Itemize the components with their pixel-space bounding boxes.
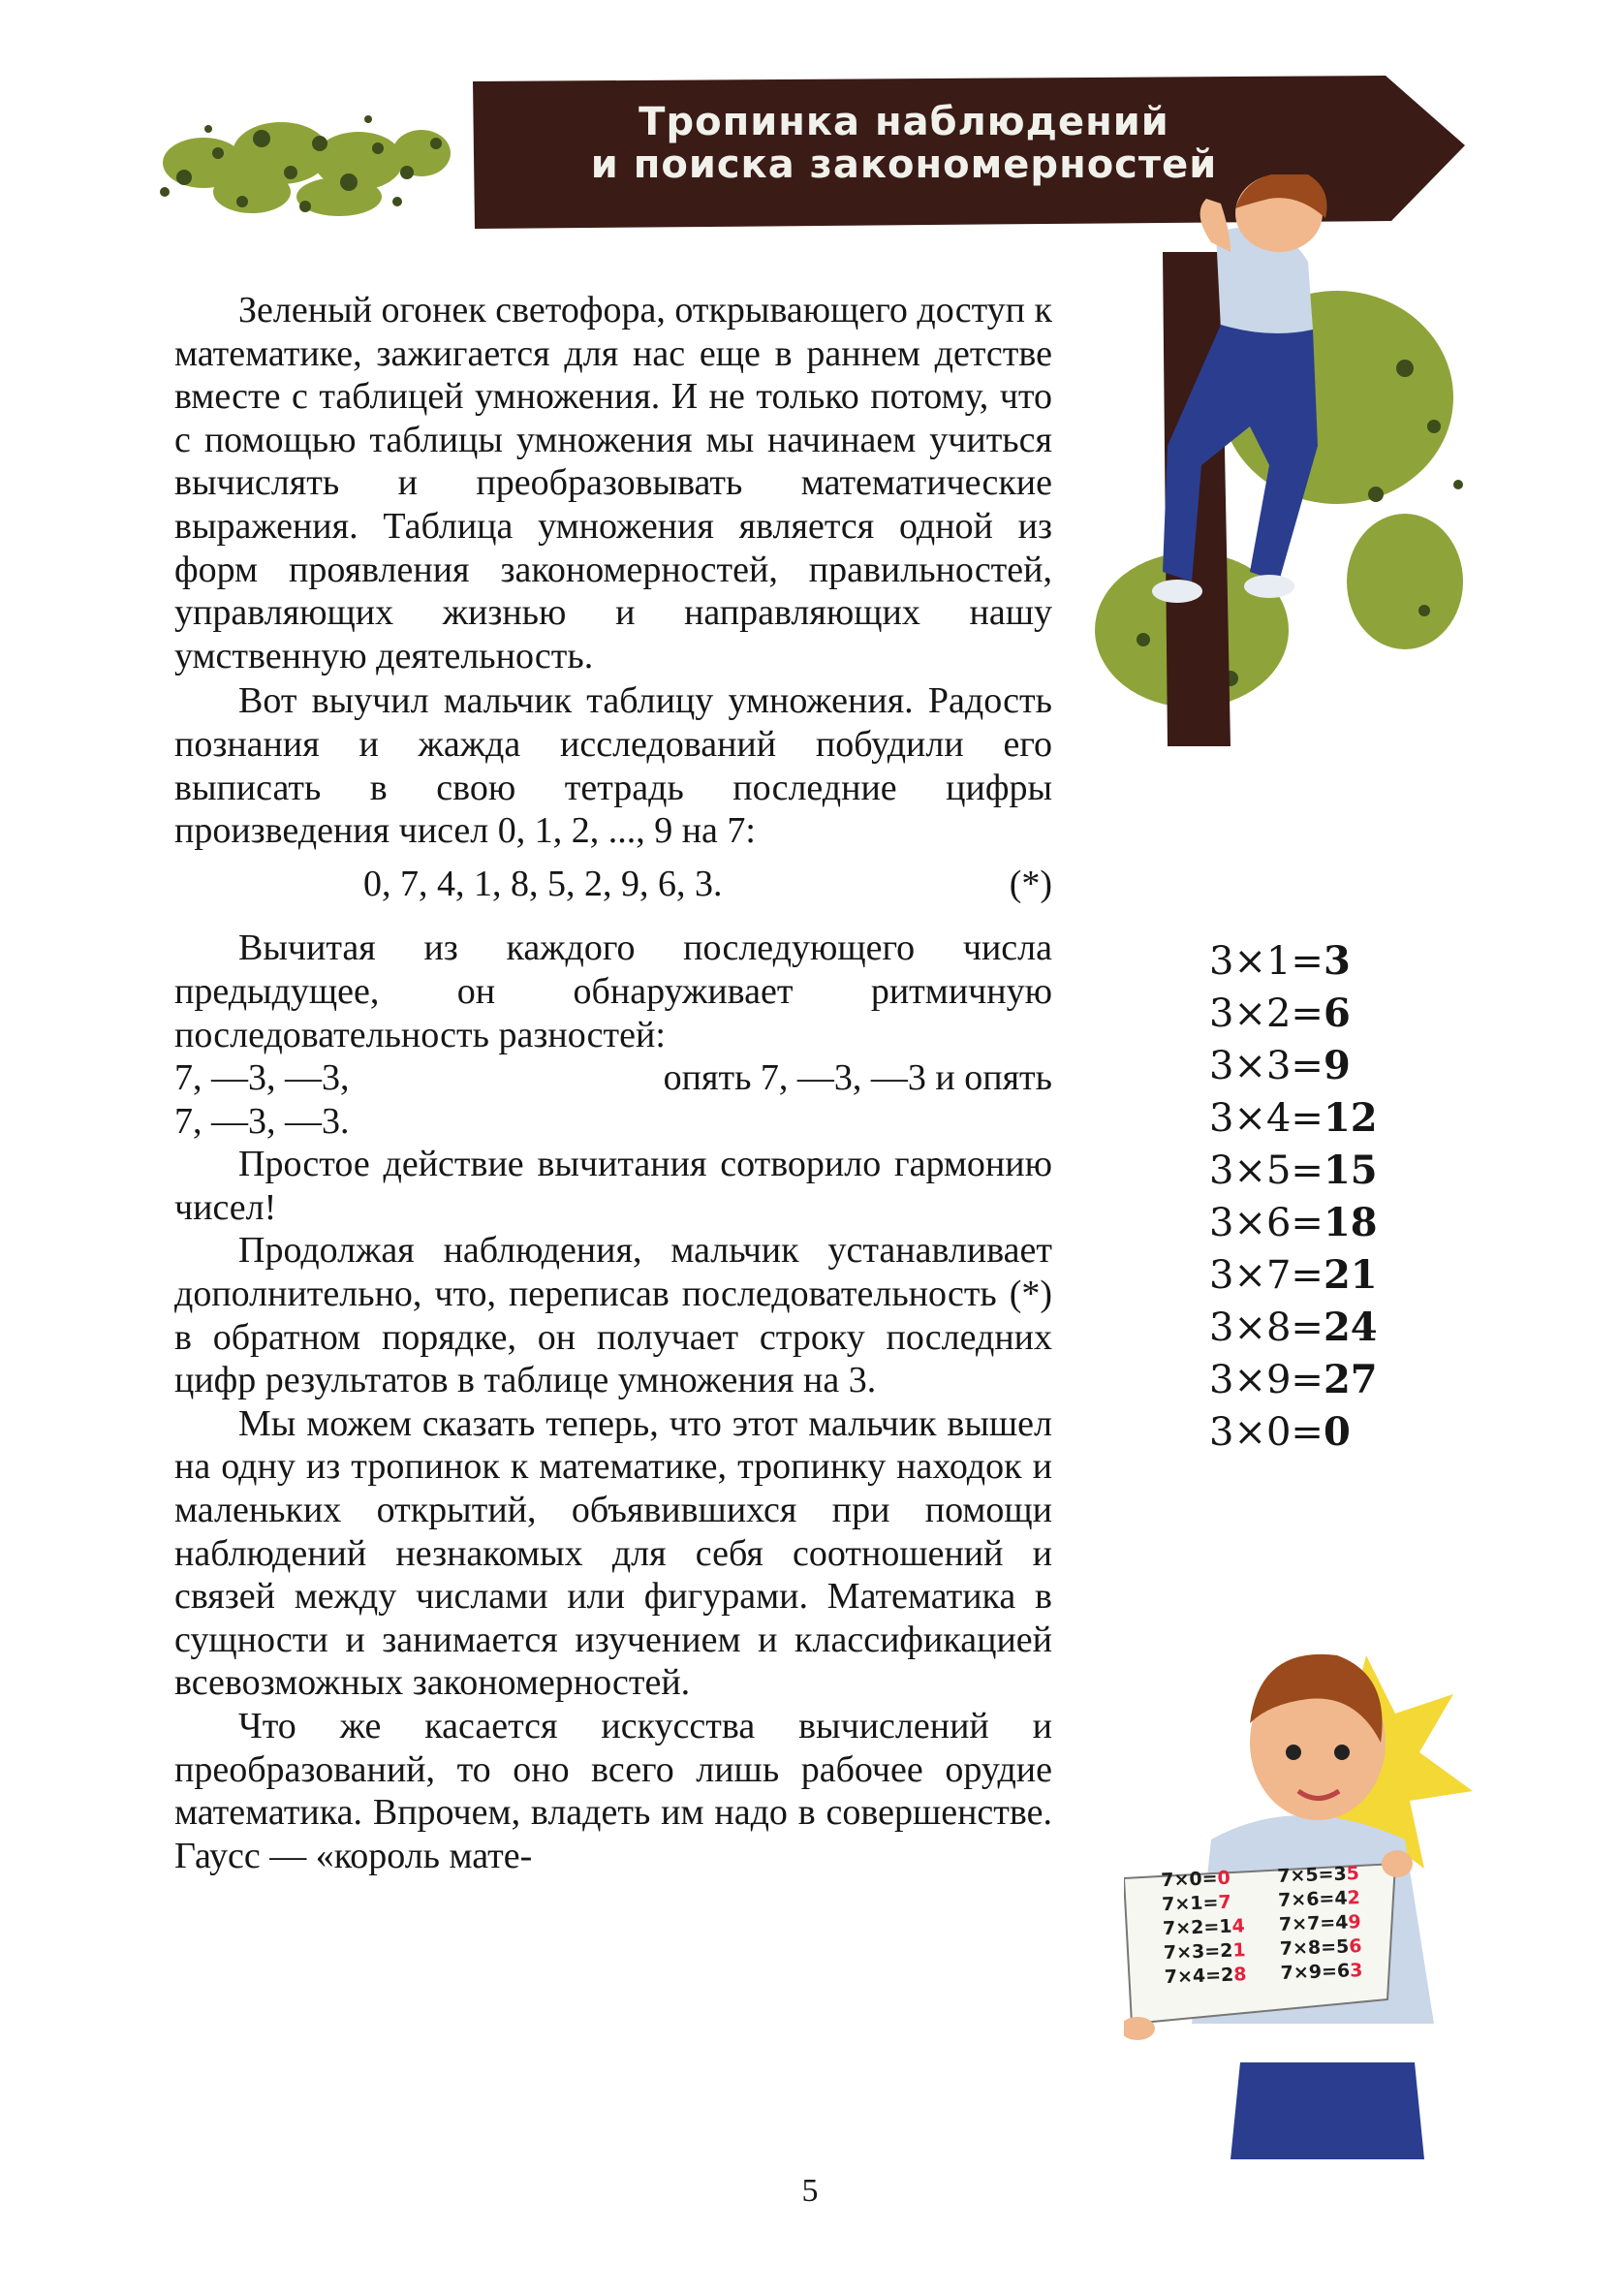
sheet-entry bbox=[1161, 1866, 1278, 1892]
table-expression: 3×4= bbox=[1209, 1096, 1324, 1141]
sheet-entry-expression: 7×9=6 bbox=[1280, 1960, 1351, 1984]
table-expression: 3×7= bbox=[1209, 1253, 1324, 1298]
sheet-entry-expression: 7×1= bbox=[1161, 1892, 1219, 1916]
table-row bbox=[1209, 1302, 1451, 1354]
table-expression: 3×9= bbox=[1209, 1358, 1324, 1402]
paragraph-4: Простое действие вычитания сотворило гармонию чисел! bbox=[174, 1144, 1052, 1228]
table-row bbox=[1209, 1354, 1451, 1406]
sheet-entry bbox=[1164, 1963, 1281, 1989]
sheet-entry-expression: 7×3=2 bbox=[1163, 1939, 1233, 1965]
sheet-entry-expression: 7×0= bbox=[1160, 1868, 1218, 1892]
sequence-line bbox=[174, 863, 1052, 906]
table-row bbox=[1209, 1249, 1451, 1302]
multiplication-table-3 bbox=[1209, 935, 1451, 1459]
table-row bbox=[1209, 1040, 1451, 1092]
table-expression: 3×0= bbox=[1209, 1410, 1324, 1455]
sheet-entry bbox=[1279, 1910, 1396, 1936]
sheet-entry-expression: 7×7=4 bbox=[1278, 1911, 1349, 1935]
bushes-illustration bbox=[145, 85, 455, 231]
sheet-entry bbox=[1164, 1938, 1281, 1965]
paragraph-3: Вычитая из каждого последующего числа предыдущее, он обнаруживает ритмичную последовательность разностей: bbox=[174, 928, 1052, 1055]
sheet-entry-result: 0 bbox=[1217, 1867, 1231, 1890]
digit-sequence: 0, 7, 4, 1, 8, 5, 2, 9, 6, 3. bbox=[363, 863, 723, 904]
table-result: 24 bbox=[1323, 1305, 1378, 1350]
sheet-entry bbox=[1280, 1959, 1397, 1985]
main-text bbox=[174, 289, 1052, 1877]
table-result: 12 bbox=[1323, 1095, 1378, 1141]
sheet-entry-result: 1 bbox=[1232, 1939, 1247, 1962]
sheet-entry-expression: 7×5=3 bbox=[1276, 1863, 1348, 1888]
table-expression: 3×2= bbox=[1209, 991, 1324, 1036]
sheet-entry bbox=[1277, 1862, 1394, 1888]
chapter-title-line2: и поиска закономерностей bbox=[590, 142, 1218, 187]
sheet-entry bbox=[1278, 1886, 1395, 1912]
sheet-entry-result: 3 bbox=[1349, 1960, 1363, 1982]
table-row bbox=[1209, 988, 1451, 1040]
paragraph-2: Вот выучил мальчик таблицу умножения. Радость познания и жажда исследований побудили его выписать в свою тетрадь последние цифры произведения чисел 0, 1, 2, ..., 9 на 7: bbox=[174, 680, 1052, 852]
sheet-entry-expression: 7×2=1 bbox=[1162, 1915, 1232, 1940]
paragraph-1: Зеленый огонек светофора, открывающего доступ к математике, зажигается для нас еще в раннем детстве вместе с таблицей умножения. И не только потому, что с помощью таблицы умножения мы начинаем учиться вычислять и преобразовывать математические выражения. Таблица умножения является одной из форм проявления закономерностей, правильностей, управляющих жизнью и направляющих нашу умственную деятельность. bbox=[174, 290, 1052, 676]
table-result: 27 bbox=[1323, 1357, 1378, 1402]
table-result: 18 bbox=[1323, 1200, 1378, 1245]
paragraph-6: Мы можем сказать теперь, что этот мальчик вышел на одну из тропинок к математике, тропинку находок и маленьких открытий, объявившихся при помощи наблюдений незнакомых для себя соотношений и связей между числами или фигурами. Математика в сущности и занимается изучением и классификацией всевозможных закономерностей. bbox=[174, 1402, 1052, 1704]
table-row bbox=[1209, 1092, 1451, 1145]
table-result: 0 bbox=[1323, 1409, 1351, 1455]
table-expression: 3×8= bbox=[1209, 1305, 1324, 1350]
sheet-entry-result: 2 bbox=[1347, 1887, 1361, 1909]
sheet-multiplication-by-7 bbox=[1161, 1862, 1397, 1989]
table-expression: 3×1= bbox=[1209, 939, 1324, 984]
sheet-entry-result: 7 bbox=[1218, 1891, 1232, 1914]
differences-part-b: опять 7, —3, —3 и опять bbox=[663, 1057, 1052, 1099]
chapter-title bbox=[492, 101, 1316, 186]
sheet-entry-result: 9 bbox=[1348, 1911, 1362, 1934]
table-expression: 3×3= bbox=[1209, 1044, 1324, 1088]
paragraph-5: Продолжая наблюдения, мальчик устанавливает дополнительно, что, переписав последовательность (*) в обратном порядке, он получает строку последних цифр результатов в таблице умножения на 3. bbox=[174, 1230, 1052, 1401]
sheet-entry-expression: 7×8=5 bbox=[1279, 1935, 1350, 1960]
sheet-entry-result: 6 bbox=[1348, 1935, 1362, 1958]
table-row bbox=[1209, 1406, 1451, 1459]
table-result: 6 bbox=[1323, 991, 1351, 1036]
differences-line-1 bbox=[174, 1056, 1052, 1100]
differences-part-a: 7, —3, —3, bbox=[174, 1057, 350, 1099]
table-expression: 3×5= bbox=[1209, 1148, 1324, 1193]
table-row bbox=[1209, 1197, 1451, 1249]
sheet-entry bbox=[1162, 1890, 1279, 1916]
table-result: 3 bbox=[1323, 938, 1351, 984]
sheet-entry bbox=[1163, 1914, 1280, 1940]
table-result: 15 bbox=[1323, 1148, 1378, 1193]
differences-line-2: 7, —3, —3. bbox=[174, 1100, 350, 1142]
table-row bbox=[1209, 1145, 1451, 1197]
sequence-mark: (*) bbox=[1009, 863, 1052, 904]
sheet-entry bbox=[1279, 1934, 1396, 1961]
sheet-entry-result: 8 bbox=[1232, 1964, 1247, 1986]
boy-climbing-illustration bbox=[1085, 174, 1473, 756]
table-result: 9 bbox=[1323, 1043, 1351, 1088]
page-number: 5 bbox=[801, 2173, 819, 2209]
chapter-title-line1: Тропинка наблюдений bbox=[639, 100, 1169, 144]
table-result: 21 bbox=[1323, 1252, 1378, 1298]
table-row bbox=[1209, 935, 1451, 988]
paragraph-7: Что же касается искусства вычислений и преобразований, то оно всего лишь рабочее орудие математика. Впрочем, владеть им надо в совершенстве. Гаусс — «король мате- bbox=[174, 1706, 1052, 1876]
sheet-entry-result: 4 bbox=[1231, 1915, 1246, 1937]
sheet-entry-expression: 7×4=2 bbox=[1164, 1964, 1234, 1989]
table-expression: 3×6= bbox=[1209, 1201, 1324, 1245]
sheet-entry-result: 5 bbox=[1346, 1863, 1360, 1885]
sheet-entry-expression: 7×6=4 bbox=[1277, 1887, 1348, 1912]
